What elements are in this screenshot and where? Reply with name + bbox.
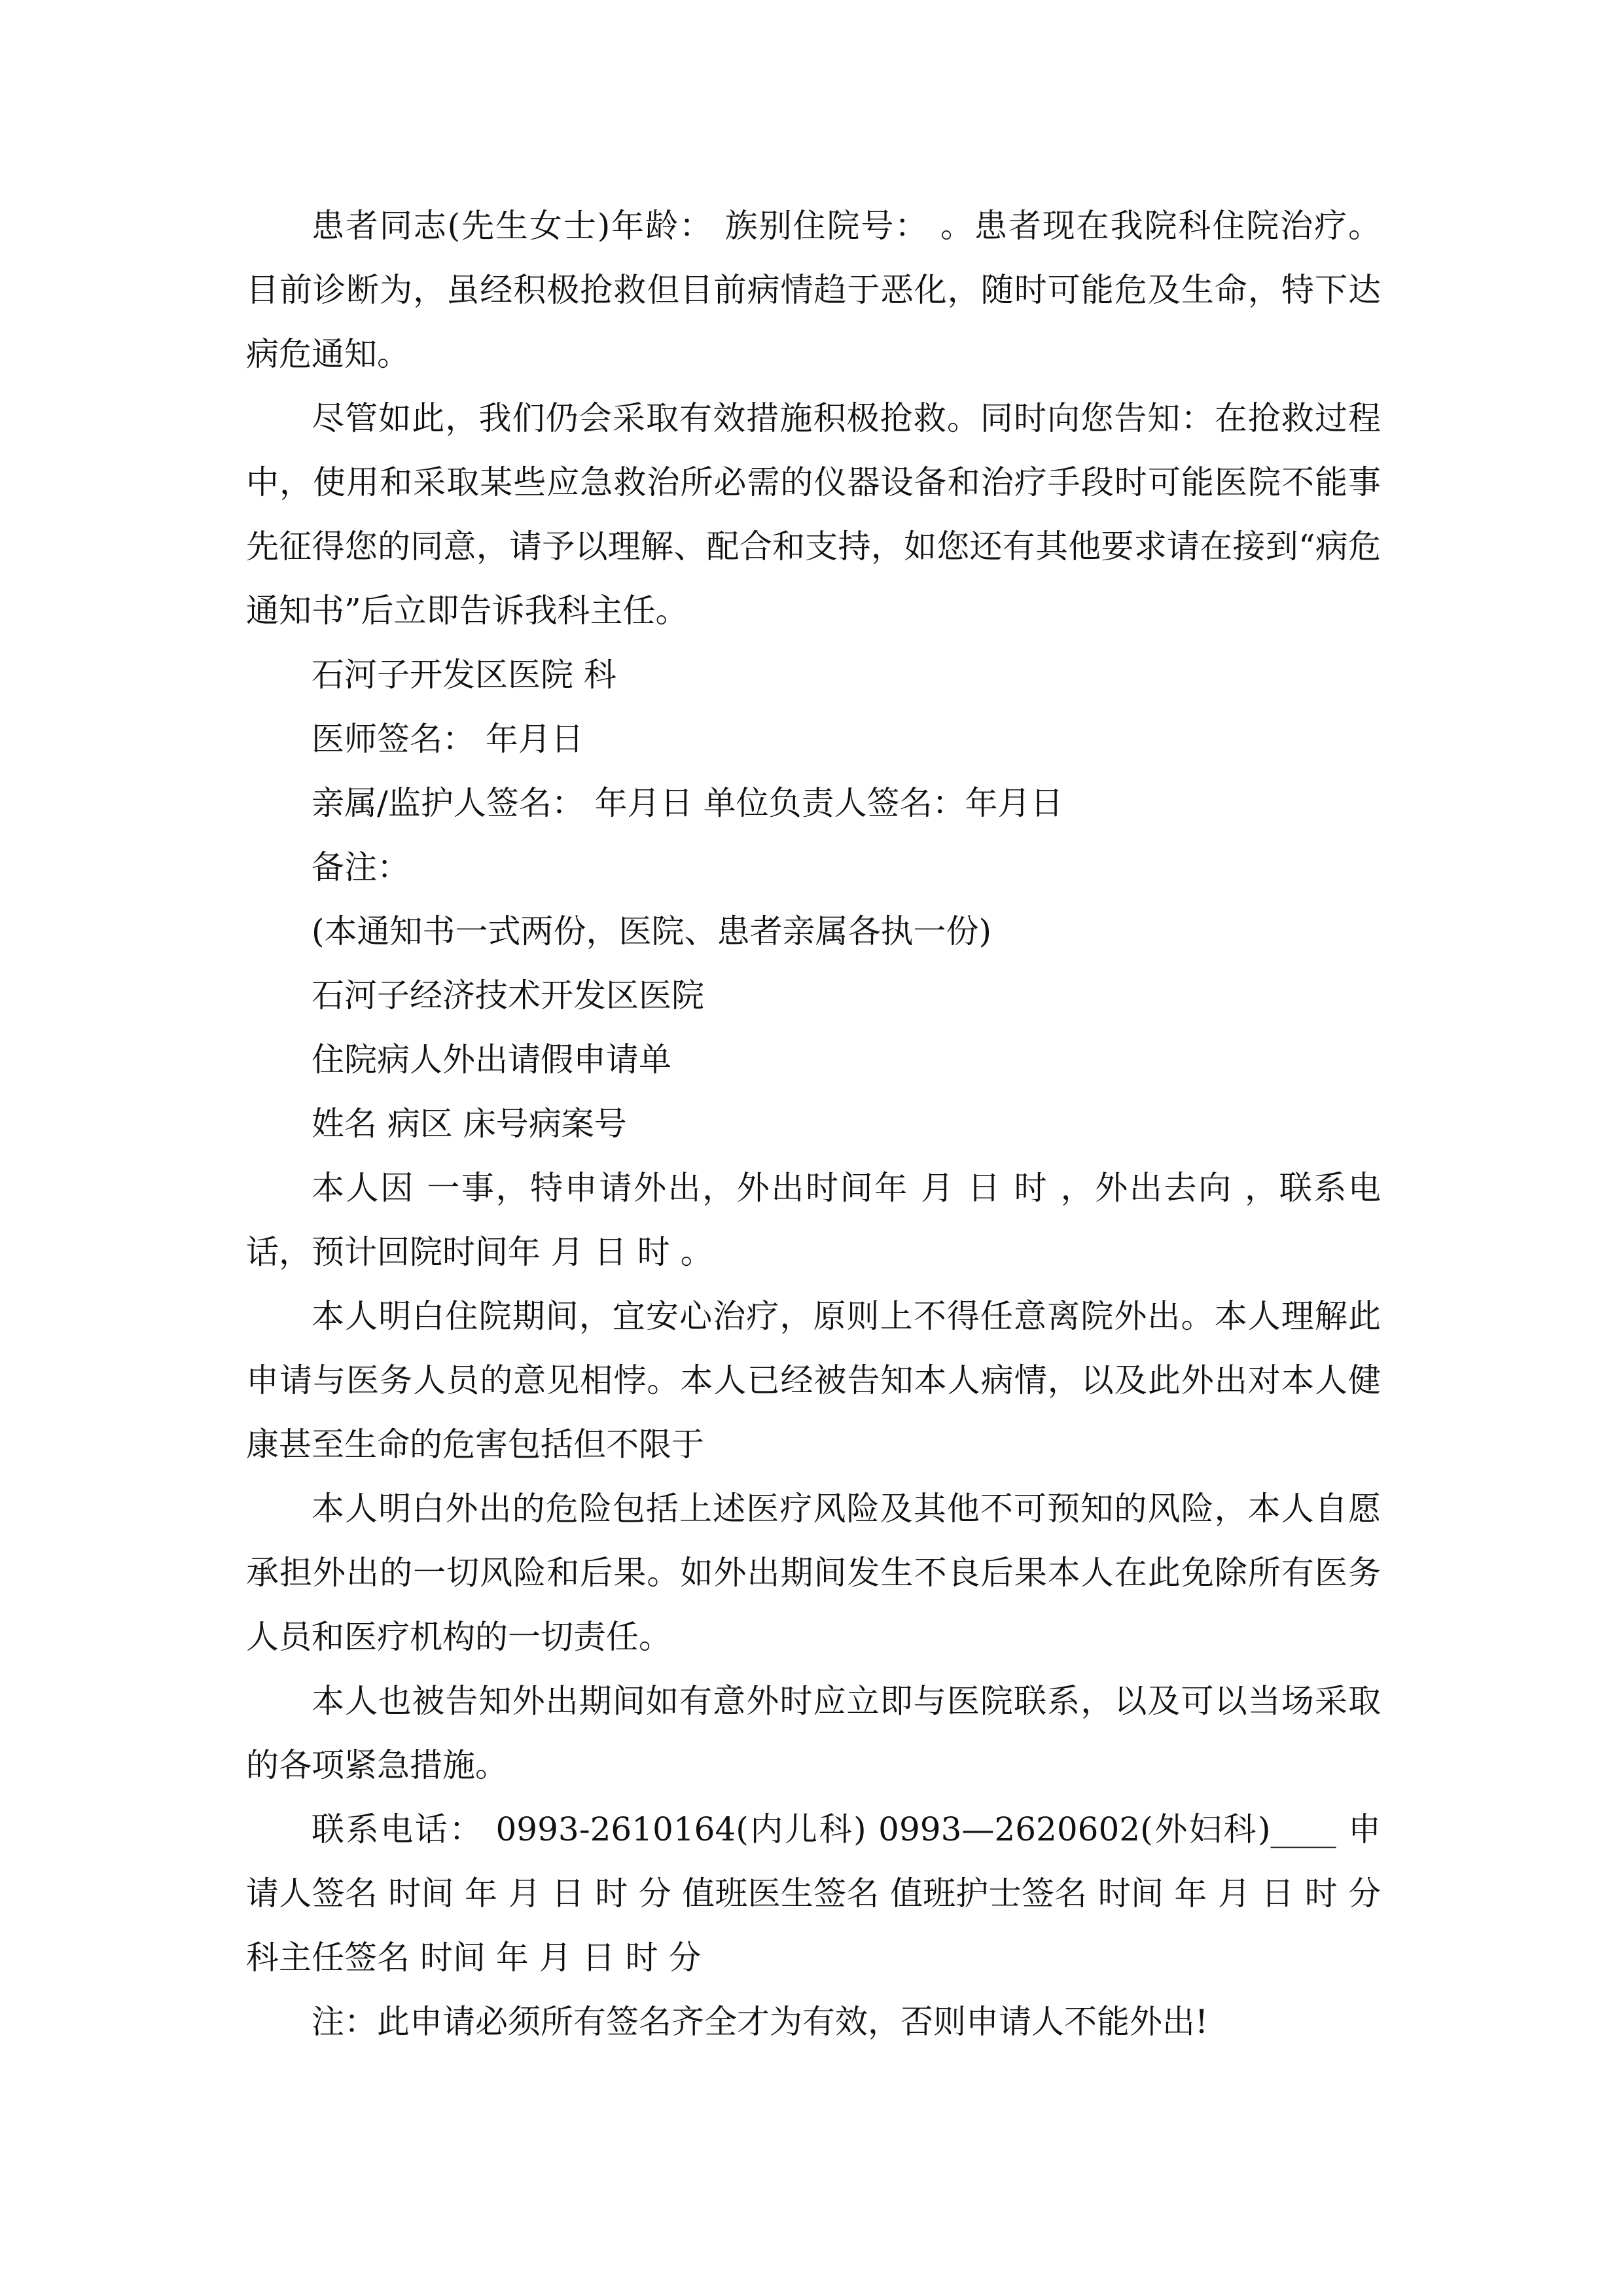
leave-form-title: 住院病人外出请假申请单 [312, 1041, 671, 1079]
risk-acceptance-paragraph: 本人明白外出的危险包括上述医疗风险及其他不可预知的风险，本人自愿承担外出的一切风险和后果。如外出期间发生不良后果本人在此免除所有医务人员和医疗机构的一切责任。 [246, 1490, 1381, 1656]
patient-info-line: 姓名 病区 床号病案号 [312, 1105, 627, 1143]
relative-signature-line: 亲属/监护人签名： 年月日 单位负责人签名：年月日 [312, 784, 1063, 822]
document-body [246, 194, 1381, 2054]
doctor-signature-line: 医师签名： 年月日 [312, 720, 584, 758]
validity-note: 注：此申请必须所有签名齐全才为有效，否则申请人不能外出! [312, 2003, 1209, 2041]
understanding-paragraph: 本人明白住院期间，宜安心治疗，原则上不得任意离院外出。本人理解此申请与医务人员的意见相悖。本人已经被告知本人病情，以及此外出对本人健康甚至生命的危害包括但不限于 [246, 1297, 1381, 1463]
contact-signature-paragraph: 联系电话： 0993-2610164(内儿科) 0993—2620602(外妇科)____ 申请人签名 时间 年 月 日 时 分 值班医生签名 值班护士签名 时间 年 月 日 时 分 科主任签名 时间 年 月 日 时 分 [246, 1810, 1381, 1977]
critical-notice-paragraph: 患者同志(先生女士)年龄： 族别住院号： 。患者现在我院科住院治疗。 目前诊断为，虽经积极抢救但目前病情趋于恶化，随时可能危及生命，特下达病危通知。 [246, 207, 1381, 373]
hospital-name: 石河子经济技术开发区医院 [312, 977, 704, 1014]
copies-note: (本通知书一式两份，医院、患者亲属各执一份) [312, 912, 992, 950]
emergency-contact-paragraph: 本人也被告知外出期间如有意外时应立即与医院联系，以及可以当场采取的各项紧急措施。 [246, 1682, 1381, 1784]
rescue-consent-paragraph: 尽管如此，我们仍会采取有效措施积极抢救。同时向您告知：在抢救过程中，使用和采取某些应急救治所必需的仪器设备和治疗手段时可能医院不能事先征得您的同意，请予以理解、配合和支持，如您还有其他要求请在接到“病危通知书”后立即告诉我科主任。 [246, 399, 1381, 630]
remarks-label: 备注： [312, 848, 410, 886]
leave-request-paragraph: 本人因 一事，特申请外出，外出时间年 月 日 时 ，外出去向 ，联系电话，预计回院时间年 月 日 时 。 [246, 1169, 1381, 1271]
hospital-department-line: 石河子开发区医院 科 [312, 656, 616, 694]
